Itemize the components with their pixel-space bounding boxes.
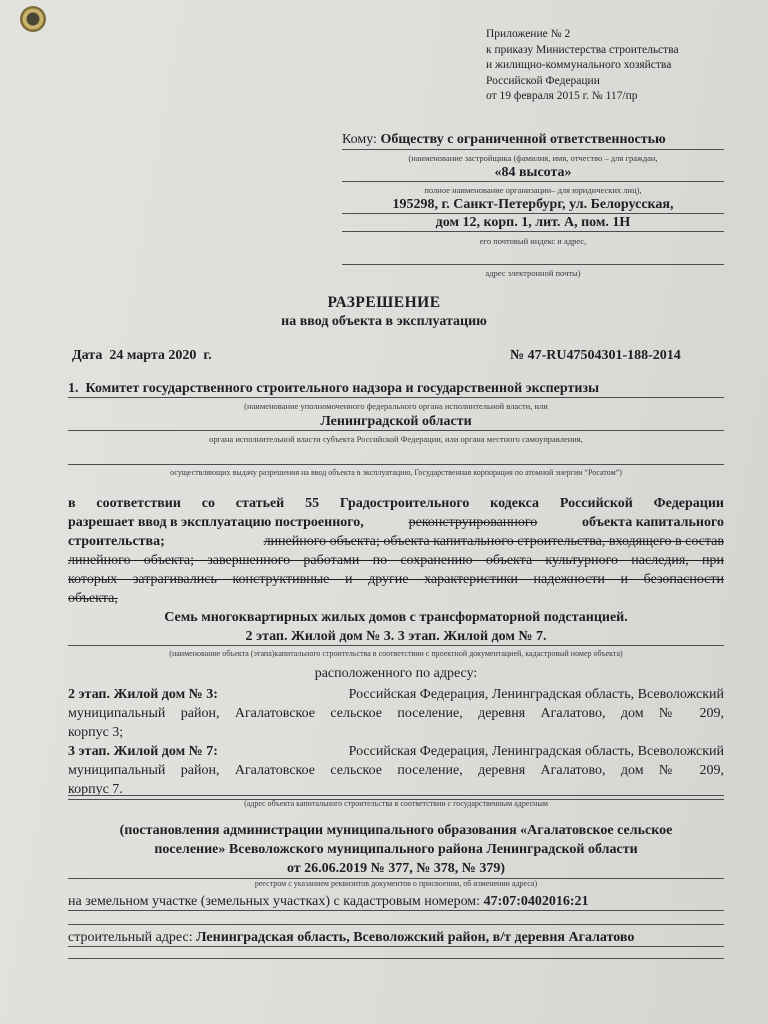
caption: адрес электронной почты)	[485, 268, 581, 278]
address-line: корпус 3;	[68, 725, 124, 740]
caption: осуществляющих выдачу разрешения на ввод объекта в эксплуатацию, Государственная корпорация по атомной энергии “Росатом”)	[170, 468, 622, 477]
recipient-address-1: 195298, г. Санкт-Петербург, ул. Белорусская,	[342, 197, 724, 214]
land-label: на земельном участке (земельных участках) с кадастровым номером:	[68, 894, 481, 909]
section-number: 1.	[68, 381, 79, 396]
text-fragment: разрешает ввод в эксплуатацию построенного,	[68, 515, 364, 530]
address-line	[68, 742, 724, 761]
permit-text	[68, 494, 724, 608]
struck-text: которых затрагивались конструктивные и другие характеристики надежности и безопасности	[68, 572, 724, 587]
address-line	[68, 685, 724, 704]
build-address-label: строительный адрес:	[68, 930, 193, 945]
caption: (наименование уполномоченного федерального органа исполнительной власти, или	[244, 401, 548, 411]
recipient-line-1	[342, 132, 724, 150]
struck-text: линейного объекта; завершенного работами по сохранению объекта культурного наследия, при	[68, 553, 724, 568]
object-name-1: Семь многоквартирных жилых домов с трансформаторной подстанцией.	[164, 610, 628, 625]
annex-line: и жилищно-коммунального хозяйства	[486, 59, 672, 71]
caption: органа исполнительной власти субъекта Российской Федерации, или органа местного самоуправления,	[209, 434, 583, 444]
text-fragment: Российская Федерация, Ленинградская область, Всеволожский	[348, 744, 724, 759]
stage-label: 3 этап. Жилой дом № 7:	[68, 744, 218, 759]
caption: (наименование застройщика (фамилия, имя, отчество – для граждан,	[408, 153, 658, 163]
permit-text-line: в соответствии со статьей 55 Градостроительного кодекса Российской Федерации	[68, 496, 724, 511]
text-fragment: объекта капитального	[582, 515, 724, 530]
authority-name: Комитет государственного строительного надзора и государственной экспертизы	[85, 381, 599, 396]
caption: его почтовый индекс и адрес,	[479, 236, 587, 246]
blank-line	[68, 785, 724, 796]
caption: реестром с указанием реквизитов документов о присвоении, об изменении адреса)	[254, 879, 538, 888]
address-line: муниципальный район, Агалатовское сельское поселение, деревня Агалатово, дом № 209,	[68, 763, 724, 778]
annex-line: от 19 февраля 2015 г. № 117/пр	[486, 90, 638, 102]
permit-text-line	[68, 513, 724, 532]
land-plot-line	[68, 894, 724, 911]
address-block	[68, 685, 724, 800]
date-value: 24 марта 2020	[109, 348, 197, 363]
struck-text: линейного объекта; объекта капитального строительства, входящего в состав	[263, 534, 724, 549]
build-address-line	[68, 930, 724, 947]
address-line: муниципальный район, Агалатовское сельское поселение, деревня Агалатово, дом № 209,	[68, 706, 724, 721]
to-label: Кому:	[342, 132, 377, 147]
blank-line	[68, 450, 724, 465]
authority-line-1	[68, 381, 724, 398]
annex-line: Приложение № 2	[486, 28, 571, 40]
caption: (адрес объекта капитального строительства в соответствии с государственным адресным	[244, 799, 548, 808]
located-label: расположенного по адресу:	[314, 666, 478, 681]
caption: полное наименование организации– для юридических лиц),	[424, 185, 642, 195]
text-fragment: строительства;	[68, 534, 165, 549]
email-blank-line	[342, 250, 724, 265]
authority-region: Ленинградской области	[68, 414, 724, 431]
annex-line: к приказу Министерства строительства	[486, 43, 679, 56]
stage-label: 2 этап. Жилой дом № 3:	[68, 687, 218, 702]
blank-line	[68, 912, 724, 925]
struck-text: объекта,	[68, 591, 118, 606]
decree-line: поселение» Всеволожского муниципального района Ленинградской области	[154, 842, 638, 857]
date-line	[72, 348, 212, 364]
object-name-2: 2 этап. Жилой дом № 3. 3 этап. Жилой дом № 7.	[68, 629, 724, 646]
struck-text: реконструированного	[408, 515, 538, 530]
document-title: РАЗРЕШЕНИЕ	[327, 294, 441, 311]
text-fragment: Российская Федерация, Ленинградская область, Всеволожский	[348, 687, 724, 702]
caption: (наименование объекта (этапа)капитального строительства в соответствии с проектной документацией, кадастровый номер объекта)	[169, 649, 623, 658]
date-suffix: г.	[203, 348, 212, 363]
permit-text-line	[68, 532, 724, 551]
build-address-value: Ленинградская область, Всеволожский район, в/т деревня Агалатово	[196, 930, 635, 945]
permit-number: № 47-RU47504301-188-2014	[510, 348, 681, 363]
decree-block	[68, 821, 724, 879]
decree-line: (постановления администрации муниципального образования «Агалатовское сельское	[119, 823, 673, 838]
blank-line	[68, 950, 724, 959]
date-label: Дата	[72, 348, 103, 363]
recipient-org: Обществу с ограниченной ответственностью	[380, 132, 666, 147]
annex-block	[486, 27, 679, 105]
decree-line: от 26.06.2019 № 377, № 378, № 379)	[68, 859, 724, 879]
binder-hole-grommet	[20, 6, 46, 32]
recipient-org-name: «84 высота»	[342, 165, 724, 182]
recipient-address-2: дом 12, корп. 1, лит. А, пом. 1Н	[342, 215, 724, 232]
document-subtitle: на ввод объекта в эксплуатацию	[281, 314, 487, 329]
address-line: корпус 7.	[68, 780, 724, 800]
cadastral-number: 47:07:0402016:21	[483, 894, 589, 909]
annex-line: Российской Федерации	[486, 74, 600, 87]
